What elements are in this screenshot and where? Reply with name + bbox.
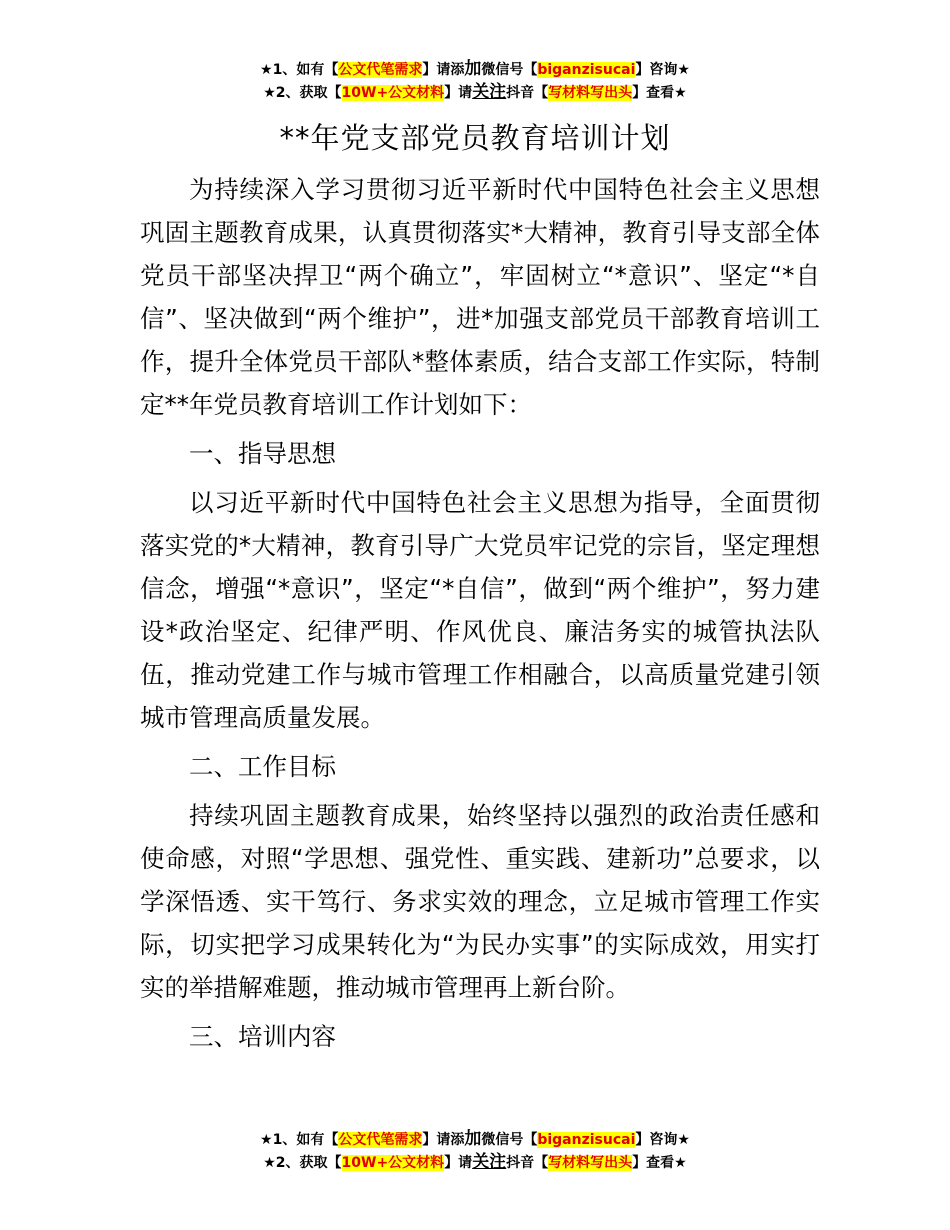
promo-text: 】咨询★	[635, 1132, 690, 1148]
promo-text: 】请添	[422, 1132, 465, 1148]
top-promo-banner	[0, 58, 950, 104]
section-heading: 一、指导思想	[189, 439, 336, 468]
promo-text: 抖音【	[506, 85, 549, 101]
promo-line-2	[0, 81, 950, 104]
promo-text: 抖音【	[506, 1155, 549, 1171]
promo-text: ★2、获取【	[263, 85, 342, 101]
section-heading: 二、工作目标	[189, 752, 336, 781]
promo-text: 】查看★	[632, 1155, 687, 1171]
promo-text: 】请添	[422, 62, 465, 78]
promo-text: ★1、如有【	[260, 62, 339, 78]
promo-text: 微信号【	[481, 1132, 538, 1148]
intro-paragraph: 为持续深入学习贯彻习近平新时代中国特色社会主义思想巩固主题教育成果，认真贯彻落实*大精神，教育引导支部全体党员干部坚决捍卫“两个确立”，牢固树立“*意识”、坚定“*自信”、坚决做到“两个维护”，进*加强支部党员干部教育培训工作，提升全体党员干部队*整体素质，结合支部工作实际，特制定**年党员教育培训工作计划如下：	[140, 175, 820, 419]
promo-line-1	[0, 1128, 950, 1151]
promo-wechat-id: biganzisucai	[537, 1132, 636, 1148]
promo-text: 】查看★	[632, 85, 687, 101]
promo-highlight: 公文代笔需求	[338, 1132, 423, 1148]
promo-text: 微信号【	[481, 62, 538, 78]
promo-text: 】请	[444, 1155, 473, 1171]
promo-wechat-id: biganzisucai	[537, 62, 636, 78]
bottom-promo-banner	[0, 1128, 950, 1174]
promo-text: ★2、获取【	[263, 1155, 342, 1171]
promo-highlight: 公文代笔需求	[338, 62, 423, 78]
section-heading: 三、培训内容	[189, 1022, 336, 1051]
promo-text: 加	[464, 1129, 482, 1149]
promo-douyin-id: 写材料写出头	[548, 1155, 633, 1171]
promo-text: 关注	[472, 1152, 507, 1172]
promo-text: 】咨询★	[635, 62, 690, 78]
document-body	[140, 168, 820, 1064]
section-paragraph: 以习近平新时代中国特色社会主义思想为指导，全面贯彻落实党的*大精神，教育引导广大党员牢记党的宗旨，坚定理想信念，增强“*意识”，坚定“*自信”，做到“两个维护”，努力建设*政治坚定、纪律严明、作风优良、廉洁务实的城管执法队伍，推动党建工作与城市管理工作相融合，以高质量党建引领城市管理高质量发展。	[140, 488, 820, 732]
promo-text: 加	[464, 59, 482, 79]
promo-text: ★1、如有【	[260, 1132, 339, 1148]
promo-highlight: 10W+公文材料	[341, 85, 445, 101]
promo-highlight: 10W+公文材料	[341, 1155, 445, 1171]
promo-text: 】请	[444, 85, 473, 101]
promo-douyin-id: 写材料写出头	[548, 85, 633, 101]
section-paragraph: 持续巩固主题教育成果，始终坚持以强烈的政治责任感和使命感，对照“学思想、强党性、重实践、建新功”总要求，以学深悟透、实干笃行、务求实效的理念，立足城市管理工作实际，切实把学习成果转化为“为民办实事”的实际成效，用实打实的举措解难题，推动城市管理再上新台阶。	[140, 801, 820, 1002]
promo-text: 关注	[472, 82, 507, 102]
document-title: **年党支部党员教育培训计划	[279, 121, 671, 155]
promo-line-1	[0, 58, 950, 81]
promo-line-2	[0, 1151, 950, 1174]
